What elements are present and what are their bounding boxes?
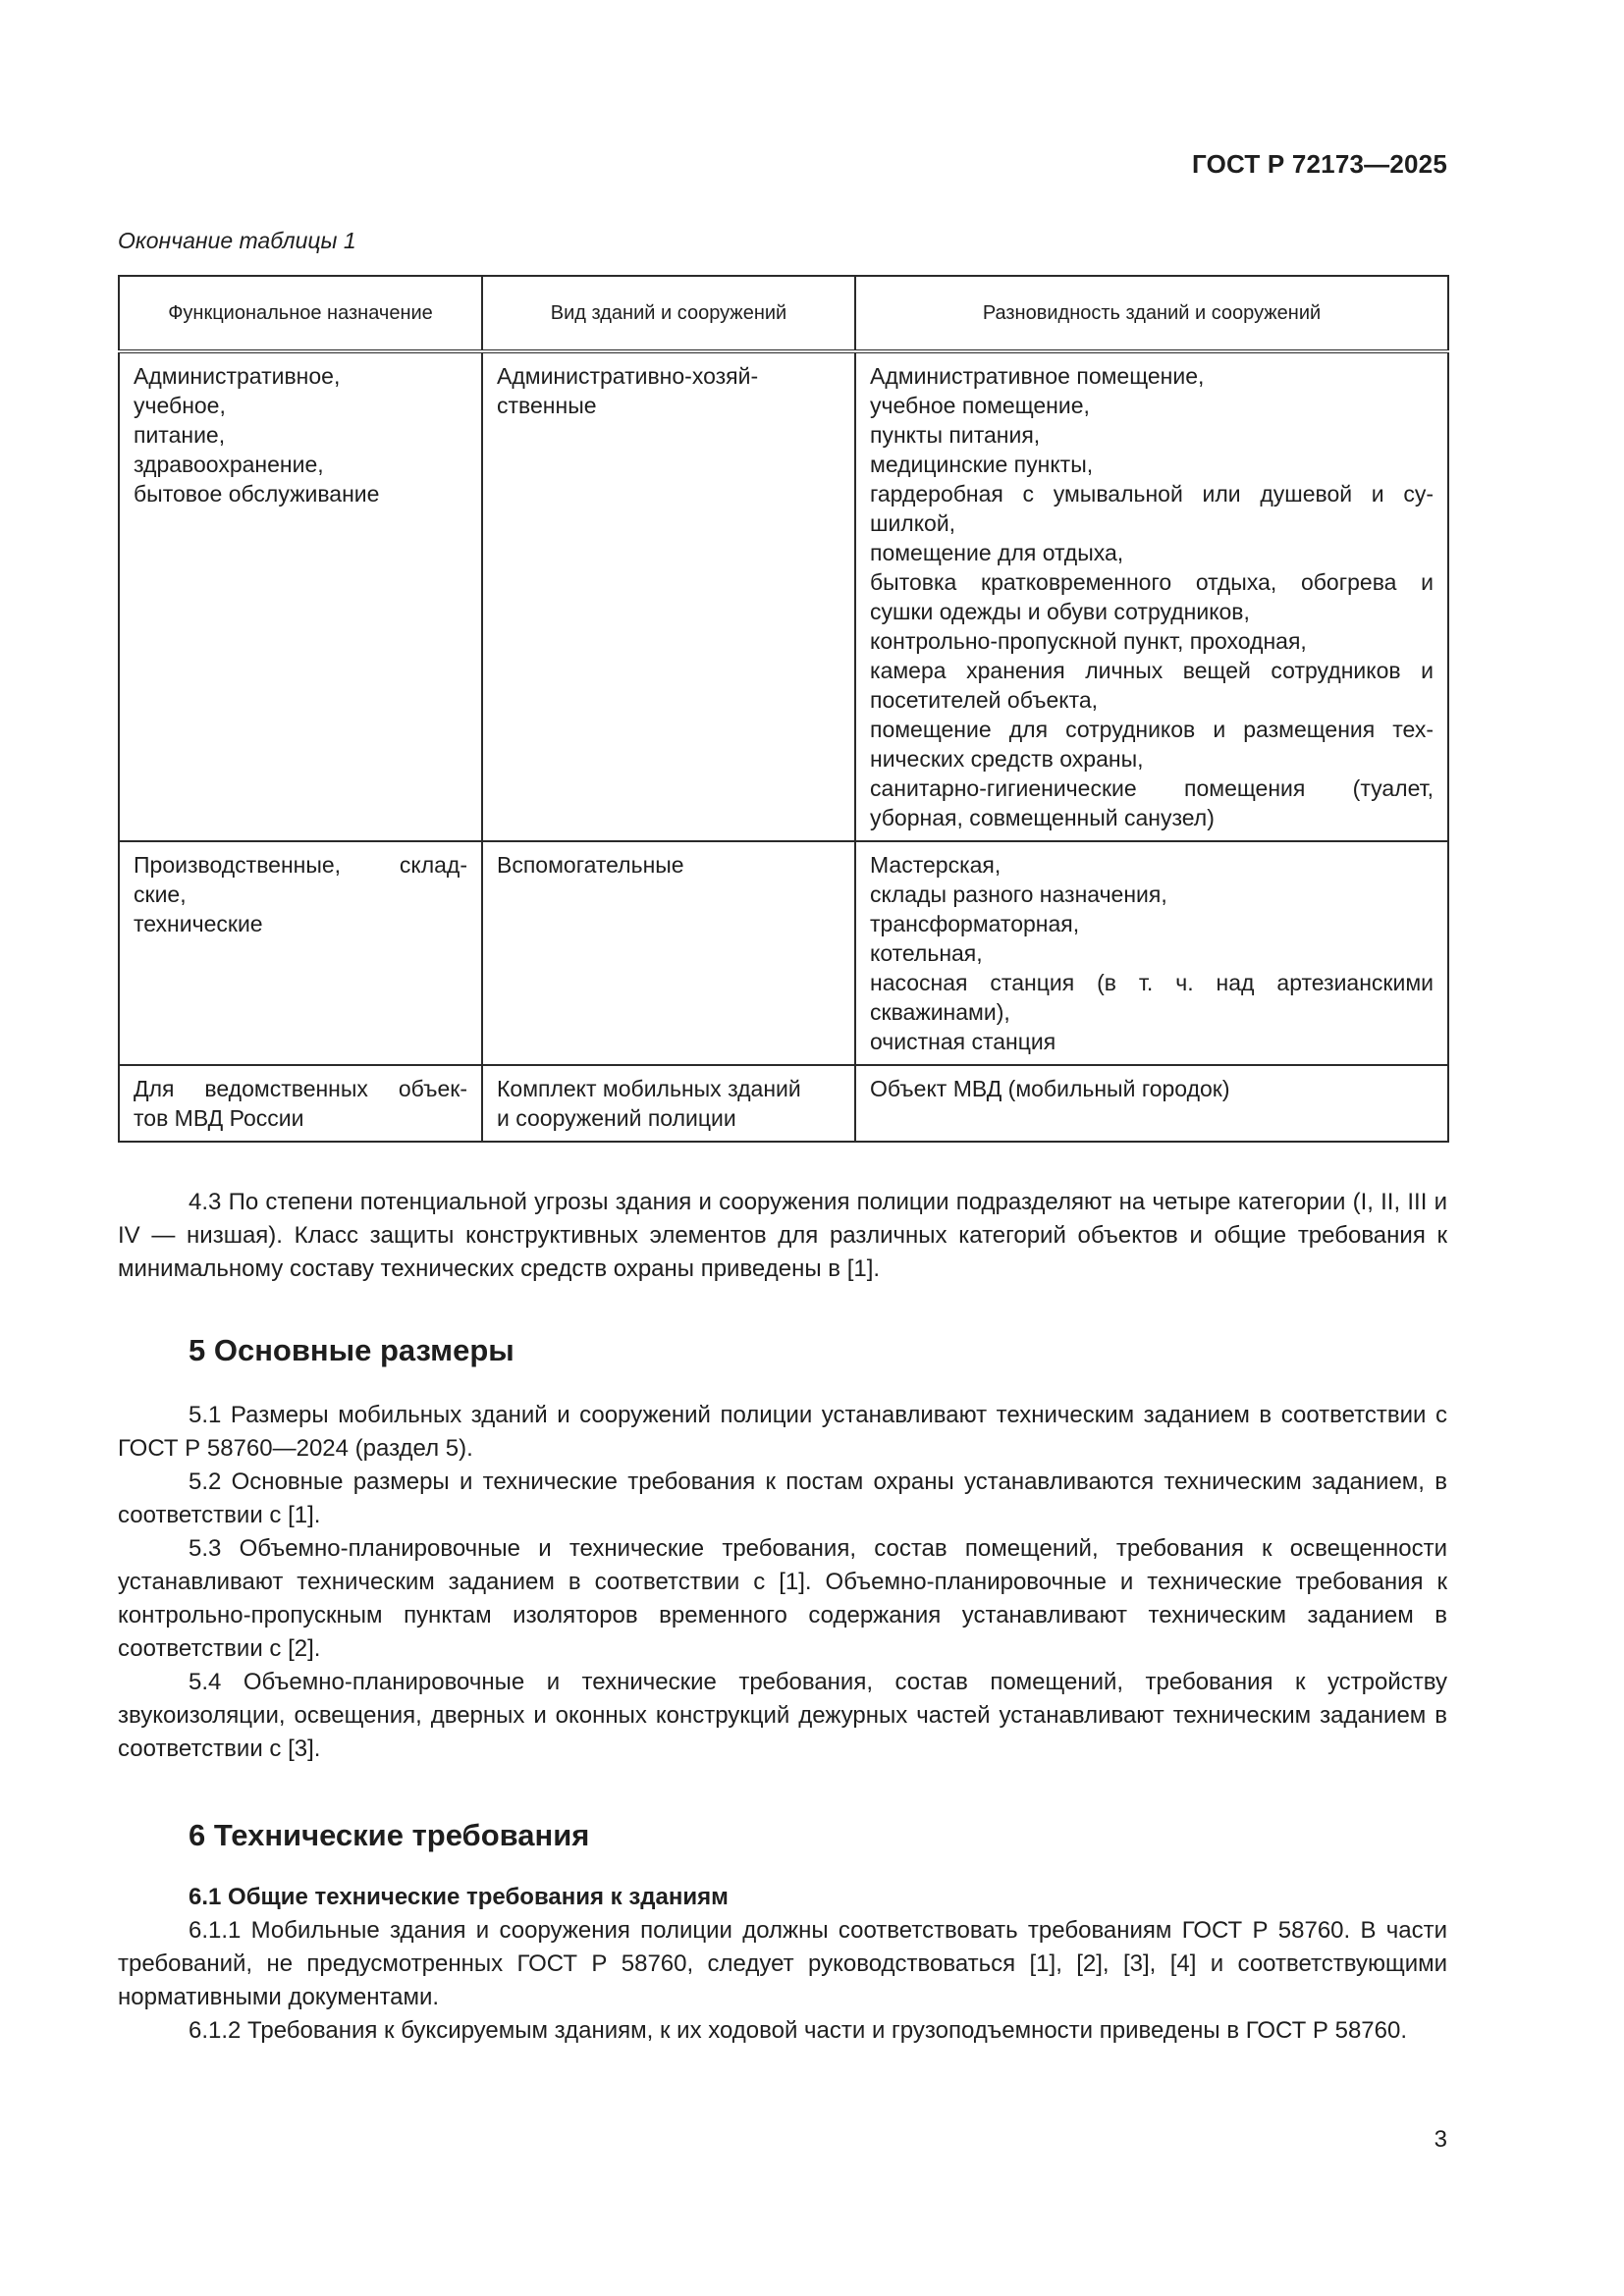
cell-line: Производственные, склад-	[134, 852, 467, 878]
cell-line: котельная,	[870, 940, 983, 966]
cell-line: уборная, совмещенный санузел)	[870, 805, 1215, 830]
cell-purpose	[119, 351, 482, 841]
cell-line: Мастерская,	[870, 852, 1001, 878]
cell-line: шилкой,	[870, 510, 956, 536]
cell-line: трансформаторная,	[870, 911, 1080, 936]
paragraph-4-3: 4.3 По степени потенциальной угрозы здания и сооружения полиции подразделяют на четыре категории (I, II, III и IV — низшая). Класс защиты конструктивных элементов для различных категорий объектов и общие требования к минимальному составу технических средств охраны приведены в [1].	[118, 1189, 1447, 1282]
cell-line: камера хранения личных вещей сотрудников и	[870, 658, 1434, 683]
cell-line: бытовое обслуживание	[134, 481, 380, 507]
cell-line: Для ведомственных объек-	[134, 1076, 467, 1101]
section-6-body	[118, 1881, 1447, 2048]
section-5-body	[118, 1399, 1447, 1766]
cell-line: склады разного назначения,	[870, 881, 1167, 907]
cell-line: помещение для отдыха,	[870, 540, 1124, 565]
cell-line: насосная станция (в т. ч. над артезианскими	[870, 970, 1434, 995]
cell-type	[482, 1065, 855, 1142]
column-header-variety: Разновидность зданий и сооружений	[855, 276, 1448, 351]
cell-line: медицинские пункты,	[870, 452, 1094, 477]
cell-line: нических средств охраны,	[870, 746, 1144, 772]
paragraph-block-4-3	[118, 1186, 1447, 1286]
cell-line: Объект МВД (мобильный городок)	[870, 1076, 1230, 1101]
section-6-title: 6 Технические требования	[189, 1818, 590, 1852]
paragraph-5-3: 5.3 Объемно-планировочные и технические требования, состав помещений, требования к освещенности устанавливают техническим заданием в соответствии с [1]. Объемно-планировочные и технические требования к контрольно-пропускным пунктам изоляторов временного содержания устанавливают техническим заданием в соответствии с [2].	[118, 1535, 1447, 1662]
table-header-row	[119, 276, 1448, 351]
cell-line: технические	[134, 911, 263, 936]
column-header-type: Вид зданий и сооружений	[482, 276, 855, 351]
cell-line: пункты питания,	[870, 422, 1041, 448]
cell-purpose	[119, 841, 482, 1065]
cell-line: учебное помещение,	[870, 393, 1090, 418]
table-row	[119, 1065, 1448, 1142]
cell-line: очистная станция	[870, 1029, 1056, 1054]
cell-type	[482, 841, 855, 1065]
cell-line: гардеробная с умывальной или душевой и су-	[870, 481, 1434, 507]
document-code: ГОСТ Р 72173—2025	[1192, 149, 1447, 179]
cell-line: и сооружений полиции	[497, 1105, 736, 1131]
cell-type	[482, 351, 855, 841]
cell-line: Вспомогательные	[497, 852, 684, 878]
cell-line: ские,	[134, 881, 187, 907]
cell-variety	[855, 1065, 1448, 1142]
page-number: 3	[1434, 2126, 1447, 2153]
column-header-purpose: Функциональное назначение	[119, 276, 482, 351]
cell-line: здравоохранение,	[134, 452, 324, 477]
cell-line: посетителей объекта,	[870, 687, 1099, 713]
table-row	[119, 351, 1448, 841]
cell-line: Административное помещение,	[870, 363, 1205, 389]
cell-line: санитарно-гигиенические помещения (туалет,	[870, 775, 1434, 801]
cell-variety	[855, 351, 1448, 841]
paragraph-5-1: 5.1 Размеры мобильных зданий и сооружений полиции устанавливают техническим заданием в соответствии с ГОСТ Р 58760—2024 (раздел 5).	[118, 1402, 1447, 1462]
cell-line: сушки одежды и обуви сотрудников,	[870, 599, 1250, 624]
paragraph-6-1-2: 6.1.2 Требования к буксируемым зданиям, к их ходовой части и грузоподъемности приведены в ГОСТ Р 58760.	[189, 2017, 1408, 2044]
paragraph-6-1-1: 6.1.1 Мобильные здания и сооружения полиции должны соответствовать требованиям ГОСТ Р 58760. В части требований, не предусмотренных ГОСТ Р 58760, следует руководствоваться [1], [2], [3], [4] и соответствующими нормативными документами.	[118, 1917, 1447, 2010]
section-5-title: 5 Основные размеры	[189, 1333, 514, 1367]
buildings-table	[118, 275, 1449, 1143]
cell-line: контрольно-пропускной пункт, проходная,	[870, 628, 1307, 654]
cell-variety	[855, 841, 1448, 1065]
cell-line: тов МВД России	[134, 1105, 304, 1131]
cell-line: Комплект мобильных зданий	[497, 1076, 801, 1101]
paragraph-5-4: 5.4 Объемно-планировочные и технические требования, состав помещений, требования к устройству звукоизоляции, освещения, дверных и оконных конструкций дежурных частей устанавливают техническим заданием в соответствии с [3].	[118, 1669, 1447, 1762]
paragraph-5-2: 5.2 Основные размеры и технические требования к постам охраны устанавливаются техническим заданием, в соответствии с [1].	[118, 1468, 1447, 1528]
cell-line: бытовка кратковременного отдыха, обогрева и	[870, 569, 1434, 595]
cell-line: питание,	[134, 422, 226, 448]
table-caption: Окончание таблицы 1	[118, 228, 356, 253]
cell-line: Административное,	[134, 363, 341, 389]
subsection-6-1-title: 6.1 Общие технические требования к зданиям	[189, 1884, 729, 1910]
cell-purpose	[119, 1065, 482, 1142]
table-row	[119, 841, 1448, 1065]
cell-line: скважинами),	[870, 999, 1010, 1025]
cell-line: учебное,	[134, 393, 226, 418]
cell-line: ственные	[497, 393, 597, 418]
cell-line: помещение для сотрудников и размещения тех-	[870, 717, 1434, 742]
cell-line: Административно-хозяй-	[497, 363, 759, 389]
